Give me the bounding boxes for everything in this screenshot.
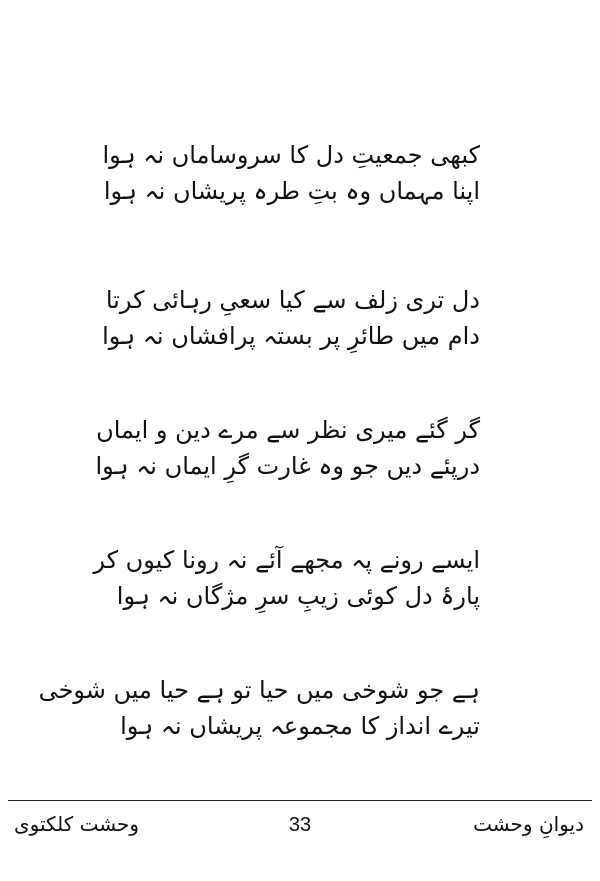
verse-line: درپئے دیں جو وہ غارت گرِ ایماں نہ ہوا [95,452,480,480]
page-footer [0,812,600,852]
author-name: وحشت کلکتوی [14,812,140,836]
stanza-2 [102,282,480,354]
verse-line: دل تری زلف سے کیا سعیِ رہائی کرتا [105,286,480,314]
verse-line: گر گئے میری نظر سے مرے دین و ایماں [96,416,480,444]
verse-line: کبھی جمعیتِ دل کا سروساماں نہ ہوا [102,141,480,169]
stanza-1 [102,137,480,209]
verse-line: ایسے رونے پہ مجھے آئے نہ رونا کیوں کر [93,546,480,574]
verse-line: پارۂ دل کوئی زیبِ سرِ مژگاں نہ ہوا [116,582,480,610]
stanza-4 [93,542,480,614]
page-number: 33 [288,814,312,836]
footer-divider [8,800,592,801]
verse-line: اپنا مہماں وہ بتِ طرہ پریشاں نہ ہوا [103,177,480,205]
verse-line: تیرے انداز کا مجموعہ پریشاں نہ ہوا [120,712,480,740]
stanza-3 [95,412,480,484]
book-title: دیوانِ وحشت [473,812,584,836]
verse-line: دام میں طائرِ پر بستہ پرافشاں نہ ہوا [102,322,480,350]
stanza-5 [38,672,480,744]
verse-line: ہے جو شوخی میں حیا تو ہے حیا میں شوخی [38,676,480,704]
